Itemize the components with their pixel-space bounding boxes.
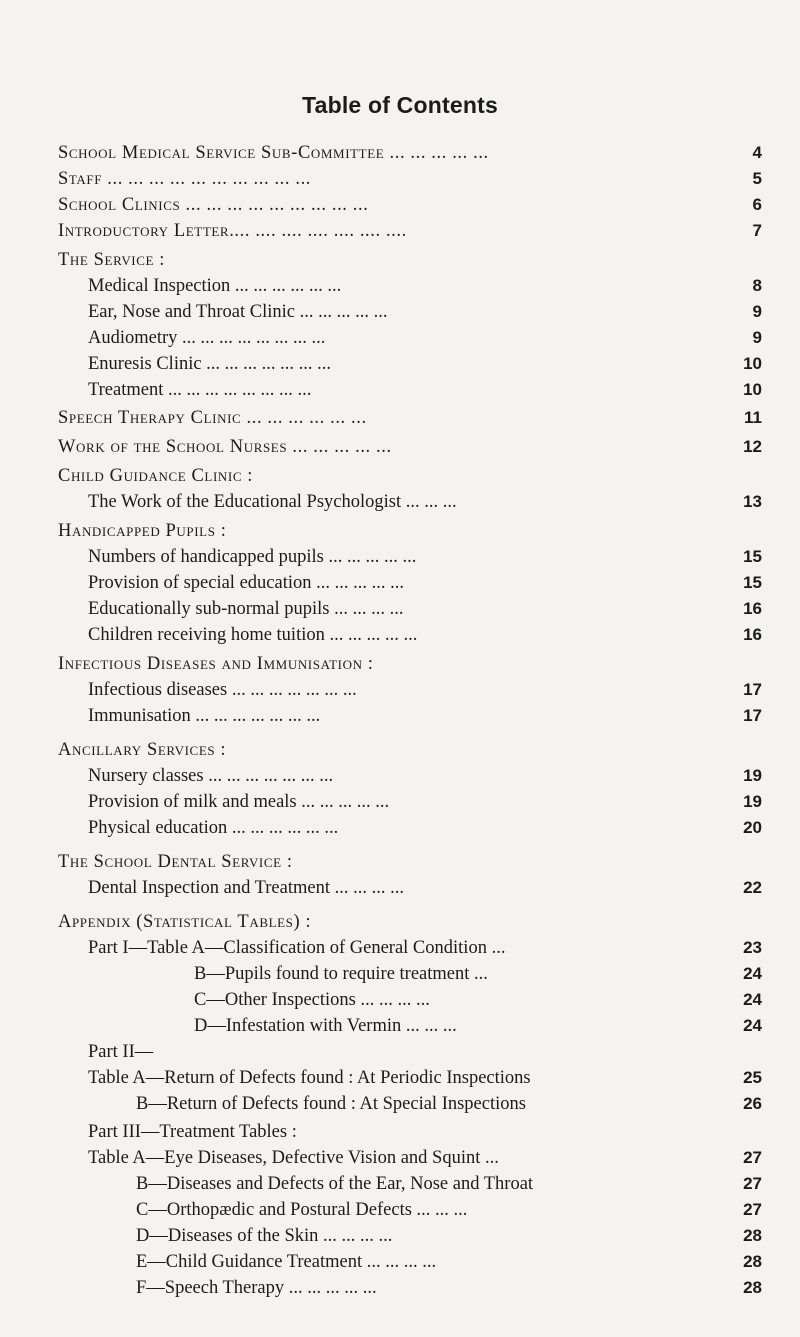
- toc-entry-text: Dental Inspection and Treatment ... ... ... ...: [88, 878, 404, 898]
- toc-entry: [0, 789, 800, 815]
- toc-entry-text: Table A—Return of Defects found : At Periodic Inspections: [88, 1068, 531, 1088]
- toc-entry: [0, 192, 800, 218]
- toc-entry: [0, 299, 800, 325]
- toc-entry-page: 16: [743, 599, 762, 618]
- toc-entry-text: D—Infestation with Vermin ... ... ...: [194, 1016, 457, 1036]
- toc-entry-page: 15: [743, 573, 762, 592]
- toc-entry-page: 8: [752, 276, 762, 295]
- toc-entry: [0, 140, 800, 166]
- toc-entry-text: Medical Inspection ... ... ... ... ... ...: [88, 276, 342, 296]
- toc-entry-page: 24: [743, 990, 762, 1009]
- toc-entry-text: Provision of milk and meals ... ... ... ... ...: [88, 792, 390, 812]
- toc-entry-text: The Work of the Educational Psychologist ... ... ...: [88, 492, 457, 512]
- toc-entry: [0, 1197, 800, 1223]
- toc-entry-page: 23: [743, 938, 762, 957]
- toc-subheading: [0, 1039, 800, 1065]
- toc-subheading: [0, 1119, 800, 1145]
- toc-entry-text: E—Child Guidance Treatment ... ... ... ...: [136, 1252, 437, 1272]
- toc-entry-page: 24: [743, 964, 762, 983]
- toc-entry-page: 4: [752, 143, 762, 162]
- toc-entry-page: 28: [743, 1226, 762, 1245]
- toc-entry-page: 26: [743, 1094, 762, 1113]
- toc-entry: [0, 377, 800, 403]
- toc-section-heading: [0, 463, 800, 489]
- toc-entry-text: C—Other Inspections ... ... ... ...: [194, 990, 430, 1010]
- toc-entry: [0, 1091, 800, 1117]
- toc-entry: [0, 622, 800, 648]
- toc-entry-page: 28: [743, 1252, 762, 1271]
- page-title: Table of Contents: [302, 92, 498, 118]
- toc-entry-text: Provision of special education ... ... ... ... ...: [88, 573, 404, 593]
- toc-entry-page: 12: [743, 437, 762, 456]
- toc-entry-text: Ancillary Services :: [58, 740, 227, 760]
- toc-entry: [0, 351, 800, 377]
- toc-entry: [0, 1223, 800, 1249]
- toc-entry-text: School Clinics ... ... ... ... ... ... ... ... ...: [58, 195, 369, 215]
- toc-entry: [0, 677, 800, 703]
- toc-entry: [0, 434, 800, 460]
- toc-entry-text: Staff ... ... ... ... ... ... ... ... ... ...: [58, 169, 312, 189]
- toc-entry-page: 16: [743, 625, 762, 644]
- toc-entry-text: Physical education ... ... ... ... ... ...: [88, 818, 339, 838]
- toc-entry-text: Handicapped Pupils :: [58, 521, 227, 541]
- toc-entry-text: Table A—Eye Diseases, Defective Vision and Squint ...: [88, 1148, 499, 1168]
- toc-entry-text: Numbers of handicapped pupils ... ... ... ... ...: [88, 547, 417, 567]
- toc-entry-text: Audiometry ... ... ... ... ... ... ... ...: [88, 328, 326, 348]
- toc-entry-text: Enuresis Clinic ... ... ... ... ... ... ...: [88, 354, 332, 374]
- toc-entry-page: 27: [743, 1174, 762, 1193]
- toc-entry-page: 6: [752, 195, 762, 214]
- toc-entry-text: The School Dental Service :: [58, 852, 293, 872]
- toc-entry-page: 13: [743, 492, 762, 511]
- toc-entry: [0, 815, 800, 841]
- toc-entry-page: 28: [743, 1278, 762, 1297]
- toc-entry: [0, 596, 800, 622]
- toc-entry-page: 20: [743, 818, 762, 837]
- toc-entry: [0, 961, 800, 987]
- toc-entry-text: Introductory Letter.... .... .... .... .... .... ....: [58, 221, 407, 241]
- toc-entry: [0, 1065, 800, 1091]
- toc-entry-text: Treatment ... ... ... ... ... ... ... ...: [88, 380, 312, 400]
- toc-entry-text: D—Diseases of the Skin ... ... ... ...: [136, 1226, 393, 1246]
- toc-entry-text: Part III—Treatment Tables :: [88, 1122, 297, 1142]
- toc-entry: [0, 325, 800, 351]
- toc-entry-page: 19: [743, 766, 762, 785]
- toc-entry-page: 15: [743, 547, 762, 566]
- toc-entry-text: Ear, Nose and Throat Clinic ... ... ... ... ...: [88, 302, 388, 322]
- toc-entry-page: 10: [743, 380, 762, 399]
- toc-entry-page: 9: [752, 302, 762, 321]
- toc-entry-text: Appendix (Statistical Tables) :: [58, 912, 312, 932]
- toc-entry-text: School Medical Service Sub-Committee ... ... ... ... ...: [58, 143, 489, 163]
- toc-section-heading: [0, 849, 800, 875]
- toc-entry-page: 24: [743, 1016, 762, 1035]
- toc-entry-page: 9: [752, 328, 762, 347]
- toc-section-heading: [0, 247, 800, 273]
- toc-entry: [0, 570, 800, 596]
- toc-entry-text: Part II—: [88, 1042, 154, 1062]
- toc-entry: [0, 763, 800, 789]
- toc-entry-text: Children receiving home tuition ... ... ... ... ...: [88, 625, 418, 645]
- toc-entry-page: 27: [743, 1200, 762, 1219]
- toc-entry-text: Part I—Table A—Classification of General Condition ...: [88, 938, 506, 958]
- toc-entry-page: 10: [743, 354, 762, 373]
- toc-entry-text: Immunisation ... ... ... ... ... ... ...: [88, 706, 321, 726]
- toc-section-heading: [0, 518, 800, 544]
- toc-entry: [0, 1249, 800, 1275]
- toc-entry: [0, 1275, 800, 1301]
- toc-section-heading: [0, 737, 800, 763]
- toc-entry-text: B—Diseases and Defects of the Ear, Nose and Throat: [136, 1174, 534, 1194]
- toc-entry-text: Work of the School Nurses ... ... ... ... ...: [58, 437, 392, 457]
- toc-entry-text: Infectious Diseases and Immunisation :: [58, 654, 374, 674]
- toc-entry: [0, 1013, 800, 1039]
- toc-entry-text: Infectious diseases ... ... ... ... ... ... ...: [88, 680, 357, 700]
- toc-entry: [0, 544, 800, 570]
- toc-entry-text: B—Return of Defects found : At Special Inspections: [136, 1094, 526, 1114]
- toc-entry-text: Educationally sub-normal pupils ... ... ... ...: [88, 599, 404, 619]
- toc-entry-page: 27: [743, 1148, 762, 1167]
- toc-entry: [0, 935, 800, 961]
- toc-entry-page: 5: [752, 169, 762, 188]
- toc-entry: [0, 987, 800, 1013]
- toc-entry: [0, 875, 800, 901]
- toc-entry-page: 17: [743, 706, 762, 725]
- toc-entry-text: The Service :: [58, 250, 166, 270]
- toc-entry-text: Nursery classes ... ... ... ... ... ... ...: [88, 766, 334, 786]
- toc-entry-page: 7: [752, 221, 762, 240]
- toc-entry-text: Speech Therapy Clinic ... ... ... ... ... ...: [58, 408, 367, 428]
- toc-section-heading: [0, 651, 800, 677]
- toc-entry-text: B—Pupils found to require treatment ...: [194, 964, 488, 984]
- toc-entry-page: 11: [744, 408, 762, 427]
- toc-entry-page: 19: [743, 792, 762, 811]
- toc-entry-text: Child Guidance Clinic :: [58, 466, 254, 486]
- toc-entry-text: C—Orthopædic and Postural Defects ... ... ...: [136, 1200, 468, 1220]
- toc-entry: [0, 1145, 800, 1171]
- toc-entry-page: 17: [743, 680, 762, 699]
- toc-entry: [0, 166, 800, 192]
- toc-entry-page: 25: [743, 1068, 762, 1087]
- toc-entry-text: F—Speech Therapy ... ... ... ... ...: [136, 1278, 377, 1298]
- toc-entry-page: 22: [743, 878, 762, 897]
- toc-entry: [0, 405, 800, 431]
- toc-entry: [0, 273, 800, 299]
- toc-entry: [0, 218, 800, 244]
- toc-section-heading: [0, 909, 800, 935]
- toc-entry: [0, 489, 800, 515]
- toc-entry: [0, 703, 800, 729]
- toc-entry: [0, 1171, 800, 1197]
